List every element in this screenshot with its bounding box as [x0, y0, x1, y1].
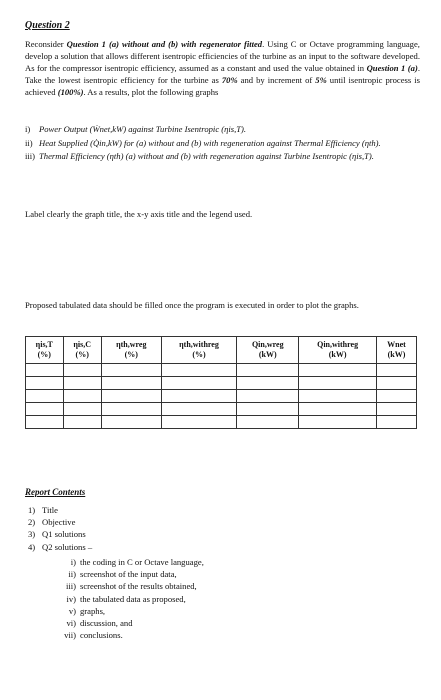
table-cell [63, 403, 101, 416]
intro-text-3: . Take the lowest isentropic efficiency for the turbine as [25, 63, 420, 85]
table-cell [161, 390, 237, 403]
intro-text-2: . Using C or Octave programming language, develop a solution that allows different isentropic efficiencies of the turbine as an input to the software developed. As for the compressor isentropic efficiency, assumed as a constant and used the value obtained in [25, 39, 420, 73]
report-item: 2) Objective [28, 517, 76, 528]
report-sub-item: i) the coding in C or Octave language, [70, 557, 204, 567]
graph-item-1: i) Power Output (Ẇnet,kW) against Turbine Isentropic (ηis,T). [25, 124, 247, 134]
intro-b: (b) [168, 39, 179, 49]
table-cell [63, 416, 101, 429]
table-row [26, 416, 417, 429]
table-row [26, 403, 417, 416]
table-cell [161, 403, 237, 416]
question-title: Question 2 [25, 20, 70, 31]
table-cell [63, 377, 101, 390]
report-item: 3) Q1 solutions [28, 529, 86, 540]
intro-text-5: until isentropic process is achieved [25, 75, 420, 97]
table-cell [161, 416, 237, 429]
table-cell [237, 416, 299, 429]
proposed-note: Proposed tabulated data should be filled once the program is executed in order to plot the graphs. [25, 300, 359, 310]
table-cell [299, 377, 377, 390]
table-cell [26, 364, 64, 377]
table-cell [63, 364, 101, 377]
report-sub-item: iv) the tabulated data as proposed, [66, 593, 186, 604]
intro-paragraph [25, 38, 420, 98]
table-cell [376, 403, 416, 416]
graph-list [25, 124, 425, 163]
table-cell [101, 390, 161, 403]
report-item: 1) Title [28, 505, 58, 515]
col-eta-is-t: ηis,T (%) [26, 337, 64, 364]
intro-ref-q1a: Question 1 (a) [66, 39, 119, 49]
table-cell [101, 403, 161, 416]
table-cell [26, 416, 64, 429]
table-cell [376, 364, 416, 377]
report-sub-list [58, 556, 204, 641]
report-sub-item: vii) conclusions. [64, 630, 123, 641]
table-cell [376, 390, 416, 403]
report-list [28, 504, 92, 553]
table-cell [26, 390, 64, 403]
col-w-net: Wnet (kW) [376, 337, 416, 364]
table-cell [26, 377, 64, 390]
report-item: 4) Q2 solutions – [28, 541, 93, 552]
report-sub-item: iii) screenshot of the results obtained, [65, 581, 197, 592]
table-cell [299, 364, 377, 377]
intro-ref-q1a-2: Question 1 (a) [366, 63, 418, 73]
table-row [26, 377, 417, 390]
table-cell [376, 416, 416, 429]
report-sub-item: ii) screenshot of the input data, [68, 569, 177, 580]
table-cell [237, 390, 299, 403]
graph-item-3: iii) Thermal Efficiency (ηth) (a) without and (b) with regeneration against Turbine Isentropic (ηis,T). [25, 151, 374, 161]
table-row [26, 390, 417, 403]
report-sub-item: v) graphs, [68, 605, 106, 616]
col-q-in-withreg: Qin,withreg (kW) [299, 337, 377, 364]
intro-text-4: and by increment of [240, 75, 313, 85]
table-cell [26, 403, 64, 416]
table-cell [101, 416, 161, 429]
intro-70: 70% [221, 75, 238, 85]
intro-5: 5% [315, 75, 327, 85]
label-note: Label clearly the graph title, the x-y axis title and the legend used. [25, 209, 253, 219]
col-eta-is-c: ηis,C (%) [63, 337, 101, 364]
table-cell [161, 377, 237, 390]
table-cell [299, 416, 377, 429]
table-cell [376, 377, 416, 390]
table-cell [63, 390, 101, 403]
intro-text-6: . As a results, plot the following graphs [83, 87, 219, 97]
table-cell [161, 364, 237, 377]
intro-and: and [151, 39, 166, 49]
intro-without: without [121, 39, 149, 49]
table-cell [299, 390, 377, 403]
col-eta-th-wreg: ηth,wreg (%) [101, 337, 161, 364]
data-table [25, 336, 417, 429]
report-title: Report Contents [25, 487, 86, 497]
table-cell [101, 364, 161, 377]
intro-100: (100%) [57, 87, 84, 97]
table-cell [237, 403, 299, 416]
intro-text: Reconsider [25, 39, 64, 49]
report-sub-item: vi) discussion, and [66, 618, 133, 629]
intro-with-regen: with regenerator fitted [181, 39, 263, 49]
graph-item-2: ii) Heat Supplied (Q̇in,kW) for (a) without and (b) with regeneration against Thermal Efficiency (ηth). [25, 137, 381, 148]
table-cell [237, 364, 299, 377]
table-cell [299, 403, 377, 416]
table-header-row [26, 337, 417, 364]
table-row [26, 364, 417, 377]
table-cell [101, 377, 161, 390]
col-q-in-wreg: Qin,wreg (kW) [237, 337, 299, 364]
table-cell [237, 377, 299, 390]
col-eta-th-withreg: ηth,withreg (%) [161, 337, 237, 364]
